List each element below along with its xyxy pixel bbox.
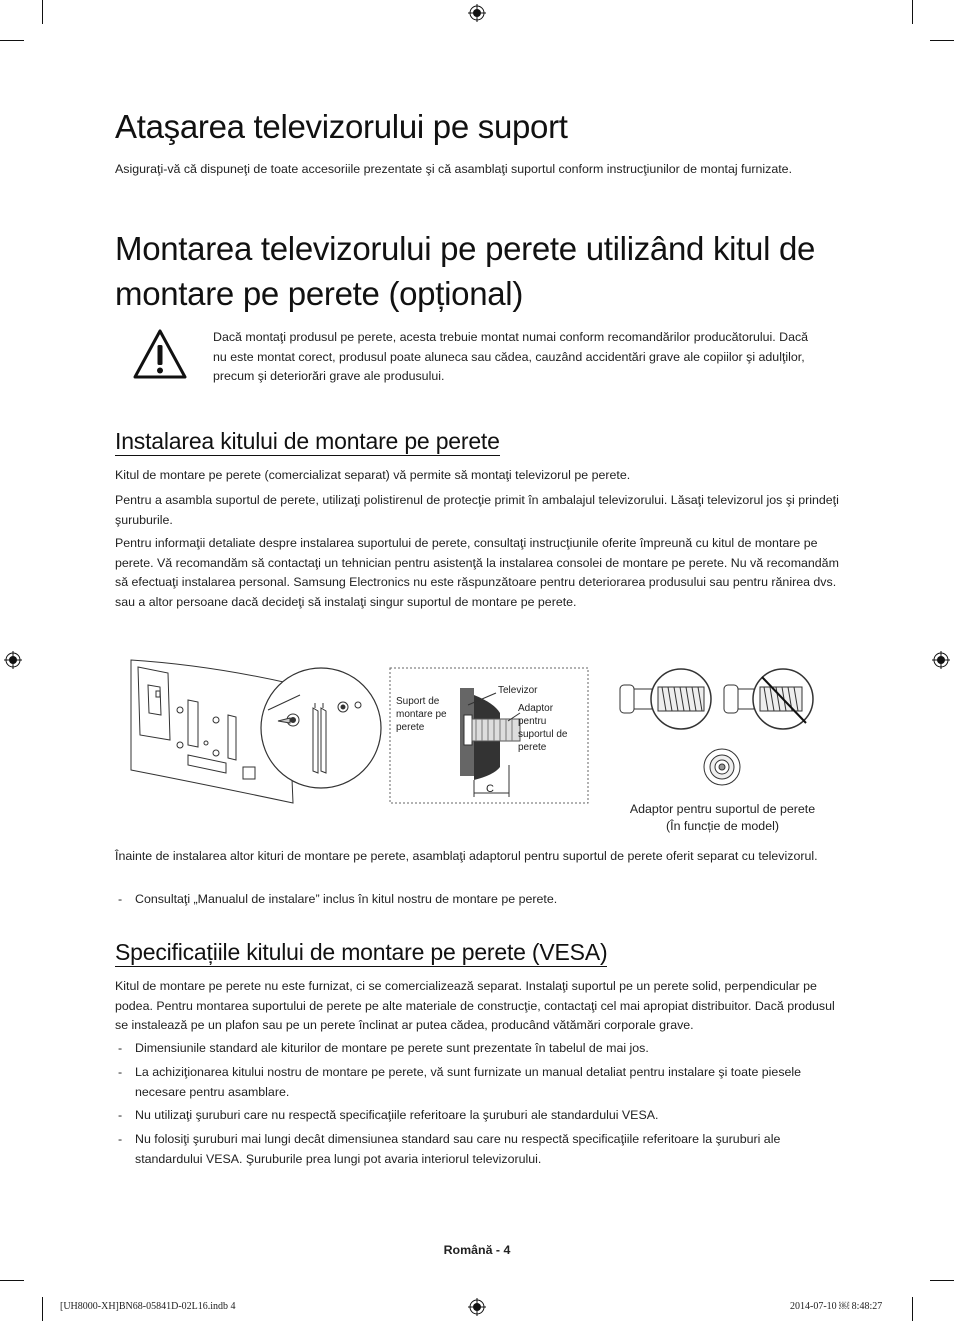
crop-mark — [0, 1280, 24, 1281]
list-item: - Nu utilizaţi şuruburi care nu respectă specificaţiile referitoare la şuruburi ale standardului VESA. — [118, 1108, 659, 1122]
label-tv: Televizor — [498, 685, 538, 696]
label-c: C — [486, 783, 494, 795]
screw-incorrect-icon — [724, 669, 813, 729]
label-adapter: Adaptor pentru suportul de perete — [518, 703, 568, 753]
section-vesa-title: Specificațiile kitului de montare pe perete (VESA) — [115, 939, 608, 965]
warning-text: Dacă montaţi produsul pe perete, acesta trebuie montat numai conform recomandărilor producătorului. Dacă nu este montat corect, produsul poate aluneca sau cădea, cauzând accidentări grave ale copiilor şi adulţilor, precum şi deteriorări grave ale produsului. — [213, 330, 809, 383]
section-wall-title: Montarea televizorului pe perete utilizând kitul de montare pe perete (opțional) — [115, 230, 816, 312]
page-title: Ataşarea televizorului pe suport — [115, 108, 568, 145]
footer-timestamp: 2014-07-10 ￼ 8:48:27 — [790, 1301, 883, 1312]
list-item: - Dimensiunile standard ale kiturilor de montare pe perete sunt prezentate în tabelul de mai jos. — [118, 1041, 649, 1055]
crop-mark — [930, 1280, 954, 1281]
wall-adapter-icon — [704, 749, 740, 785]
cross-section-illustration — [460, 688, 520, 797]
label-wall-bracket: Suport de montare pe perete — [396, 696, 447, 733]
registration-mark-icon — [4, 651, 22, 669]
registration-mark-icon — [468, 1298, 486, 1316]
install-paragraph: Pentru informaţii detaliate despre instalarea suportului de perete, consultaţi instrucţiunile oferite împreună cu kitul de montare pe perete. Vă recomandăm să contactaţi un tehnician pentru asistenţă la instalarea consolei de montare pe perete. Nu vă recomandăm să efectuaţi instalarea personal. Samsung Electronics nu este răspunzătoare pentru deteriorarea produsului sau pentru rănirea dvs. sau a altor persoane dacă decideţi să instalaţi singur suportul de montare pe perete. — [115, 536, 839, 609]
page-number: Română - 4 — [443, 1243, 511, 1257]
install-paragraph: Înainte de instalarea altor kituri de montare pe perete, asamblaţi adaptorul pentru suportul de perete oferit separat cu televizorul. — [115, 849, 818, 863]
crop-mark — [42, 1297, 43, 1321]
list-item: - Nu folosiţi şuruburi mai lungi decât dimensiunea standard sau care nu respectă specificaţiile referitoare la şuruburi ale standardului VESA. Şuruburile prea lungi pot avaria interiorul televizorului. — [118, 1132, 781, 1166]
vesa-paragraph: Kitul de montare pe perete nu este furnizat, ci se comercializează separat. Instalaţi suportul pe un perete solid, perpendicular pe podea. Pentru montarea suportului de perete pe alte materiale de construcţie, contactaţi cel mai apropiat distribuitor. Dacă produsul se instalează pe un plafon sau pe un perete înclinat ar putea cădea, producând vătămări corporale grave. — [115, 979, 835, 1032]
crop-mark — [912, 0, 913, 24]
warning-icon — [132, 328, 188, 380]
crop-mark — [0, 40, 24, 41]
registration-mark-icon — [468, 4, 486, 22]
crop-mark — [42, 0, 43, 24]
install-paragraph: Pentru a asambla suportul de perete, utilizaţi polistirenul de protecţie primit în ambalajul televizorului. Lăsaţi televizorul jos şi prindeţi şuruburile. — [115, 493, 839, 527]
list-item: - Consultaţi „Manualul de instalare” inclus în kitul nostru de montare pe perete. — [118, 892, 558, 906]
adapter-caption: Adaptor pentru suportul de perete (În funcție de model) — [629, 802, 816, 833]
list-item: - La achiziţionarea kitului nostru de montare pe perete, vă sunt furnizate un manual detaliat pentru instalare şi toate piesele necesare pentru asamblare. — [118, 1065, 802, 1099]
registration-mark-icon — [932, 651, 950, 669]
screw-correct-icon — [620, 669, 711, 729]
install-paragraph: Kitul de montare pe perete (comercializat separat) vă permite să montaţi televizorul pe perete. — [115, 468, 631, 482]
crop-mark — [912, 1297, 913, 1321]
intro-text: Asiguraţi-vă că dispuneţi de toate accesoriile prezentate şi că asamblaţi suportul conform instrucţiunilor de montaj furnizate. — [115, 162, 793, 176]
crop-mark — [930, 40, 954, 41]
footer-file-info: [UH8000-XH]BN68-05841D-02L16.indb 4 — [60, 1301, 236, 1312]
section-install-title: Instalarea kitului de montare pe perete — [115, 428, 500, 454]
